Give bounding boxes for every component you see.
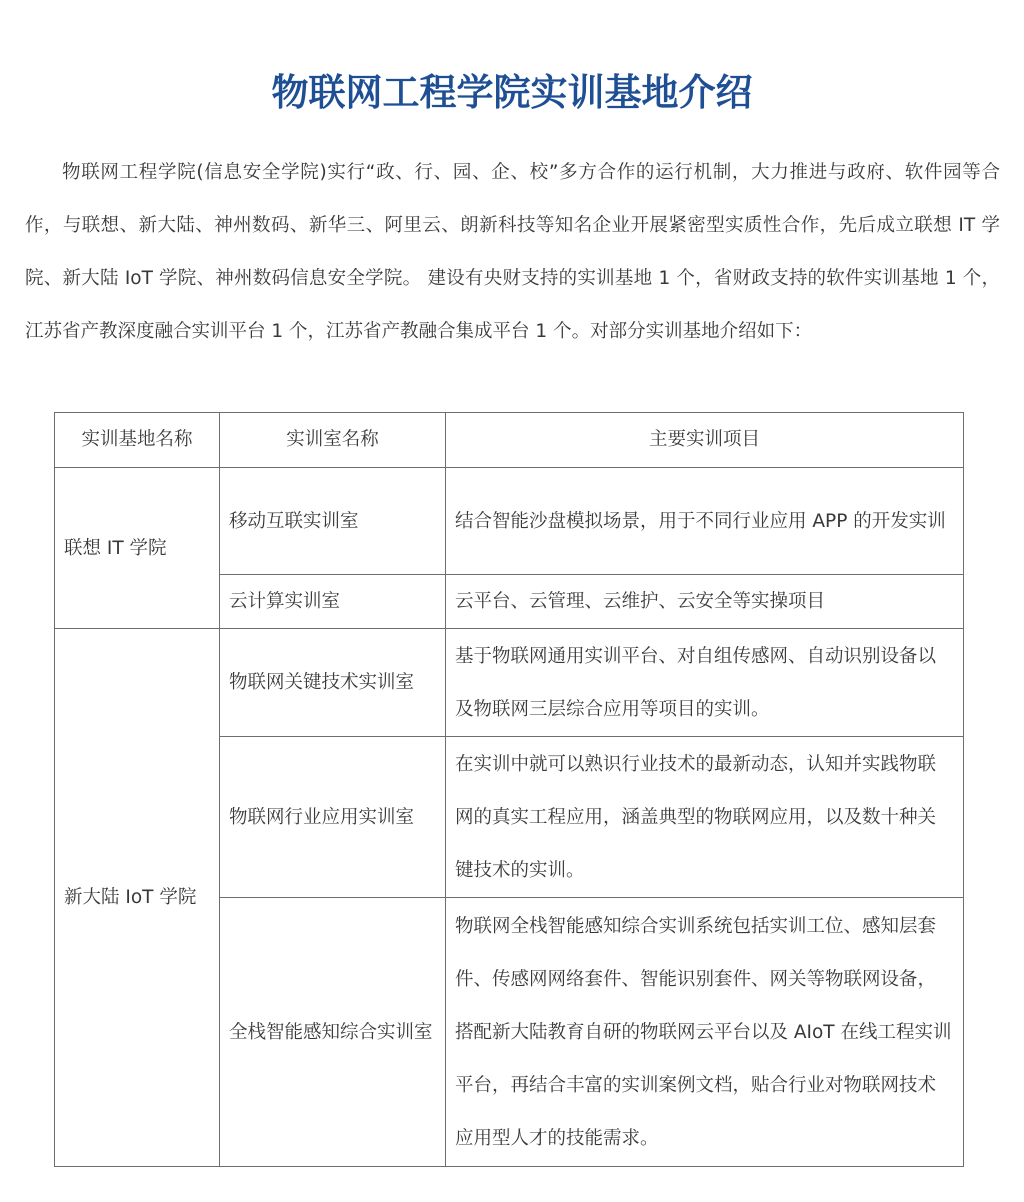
- room-name-cell: 物联网关键技术实训室: [220, 629, 446, 737]
- header-base-name: 实训基地名称: [55, 413, 220, 468]
- training-base-table: [54, 412, 964, 1167]
- base-name-cell: 联想 IT 学院: [55, 468, 220, 629]
- project-cell: 在实训中就可以熟识行业技术的最新动态，认知并实践物联网的真实工程应用，涵盖典型的物联网应用，以及数十种关键技术的实训。: [446, 737, 964, 898]
- page-title: 物联网工程学院实训基地介绍: [271, 70, 753, 114]
- room-name-cell: 全栈智能感知综合实训室: [220, 898, 446, 1167]
- project-cell: 结合智能沙盘模拟场景，用于不同行业应用 APP 的开发实训: [446, 468, 964, 575]
- project-cell: 云平台、云管理、云维护、云安全等实操项目: [446, 575, 964, 629]
- intro-paragraph: 物联网工程学院(信息安全学院)实行“政、行、园、企、校”多方合作的运行机制，大力推进与政府、软件园等合作，与联想、新大陆、神州数码、新华三、阿里云、朗新科技等知名企业开展紧密型实质性合作，先后成立联想 IT 学院、新大陆 IoT 学院、神州数码信息安全学院。 建设有央财支持的实训基地 1 个，省财政支持的软件实训基地 1 个，江苏省产教深度融合实训平台 1 个，江苏省产教融合集成平台 1 个。对部分实训基地介绍如下：: [25, 162, 1000, 342]
- base-name-cell: 新大陆 IoT 学院: [55, 629, 220, 1167]
- header-main-projects: 主要实训项目: [446, 413, 964, 468]
- room-name-cell: 移动互联实训室: [220, 468, 446, 575]
- room-name-cell: 物联网行业应用实训室: [220, 737, 446, 898]
- project-cell: 物联网全栈智能感知综合实训系统包括实训工位、感知层套件、传感网网络套件、智能识别套件、网关等物联网设备，搭配新大陆教育自研的物联网云平台以及 AIoT 在线工程实训平台，再结合丰富的实训案例文档，贴合行业对物联网技术应用型人才的技能需求。: [446, 898, 964, 1167]
- table-row: [55, 629, 964, 737]
- project-cell: 基于物联网通用实训平台、对自组传感网、自动识别设备以及物联网三层综合应用等项目的实训。: [446, 629, 964, 737]
- header-room-name: 实训室名称: [220, 413, 446, 468]
- table-header-row: [55, 413, 964, 468]
- table-row: [55, 468, 964, 575]
- room-name-cell: 云计算实训室: [220, 575, 446, 629]
